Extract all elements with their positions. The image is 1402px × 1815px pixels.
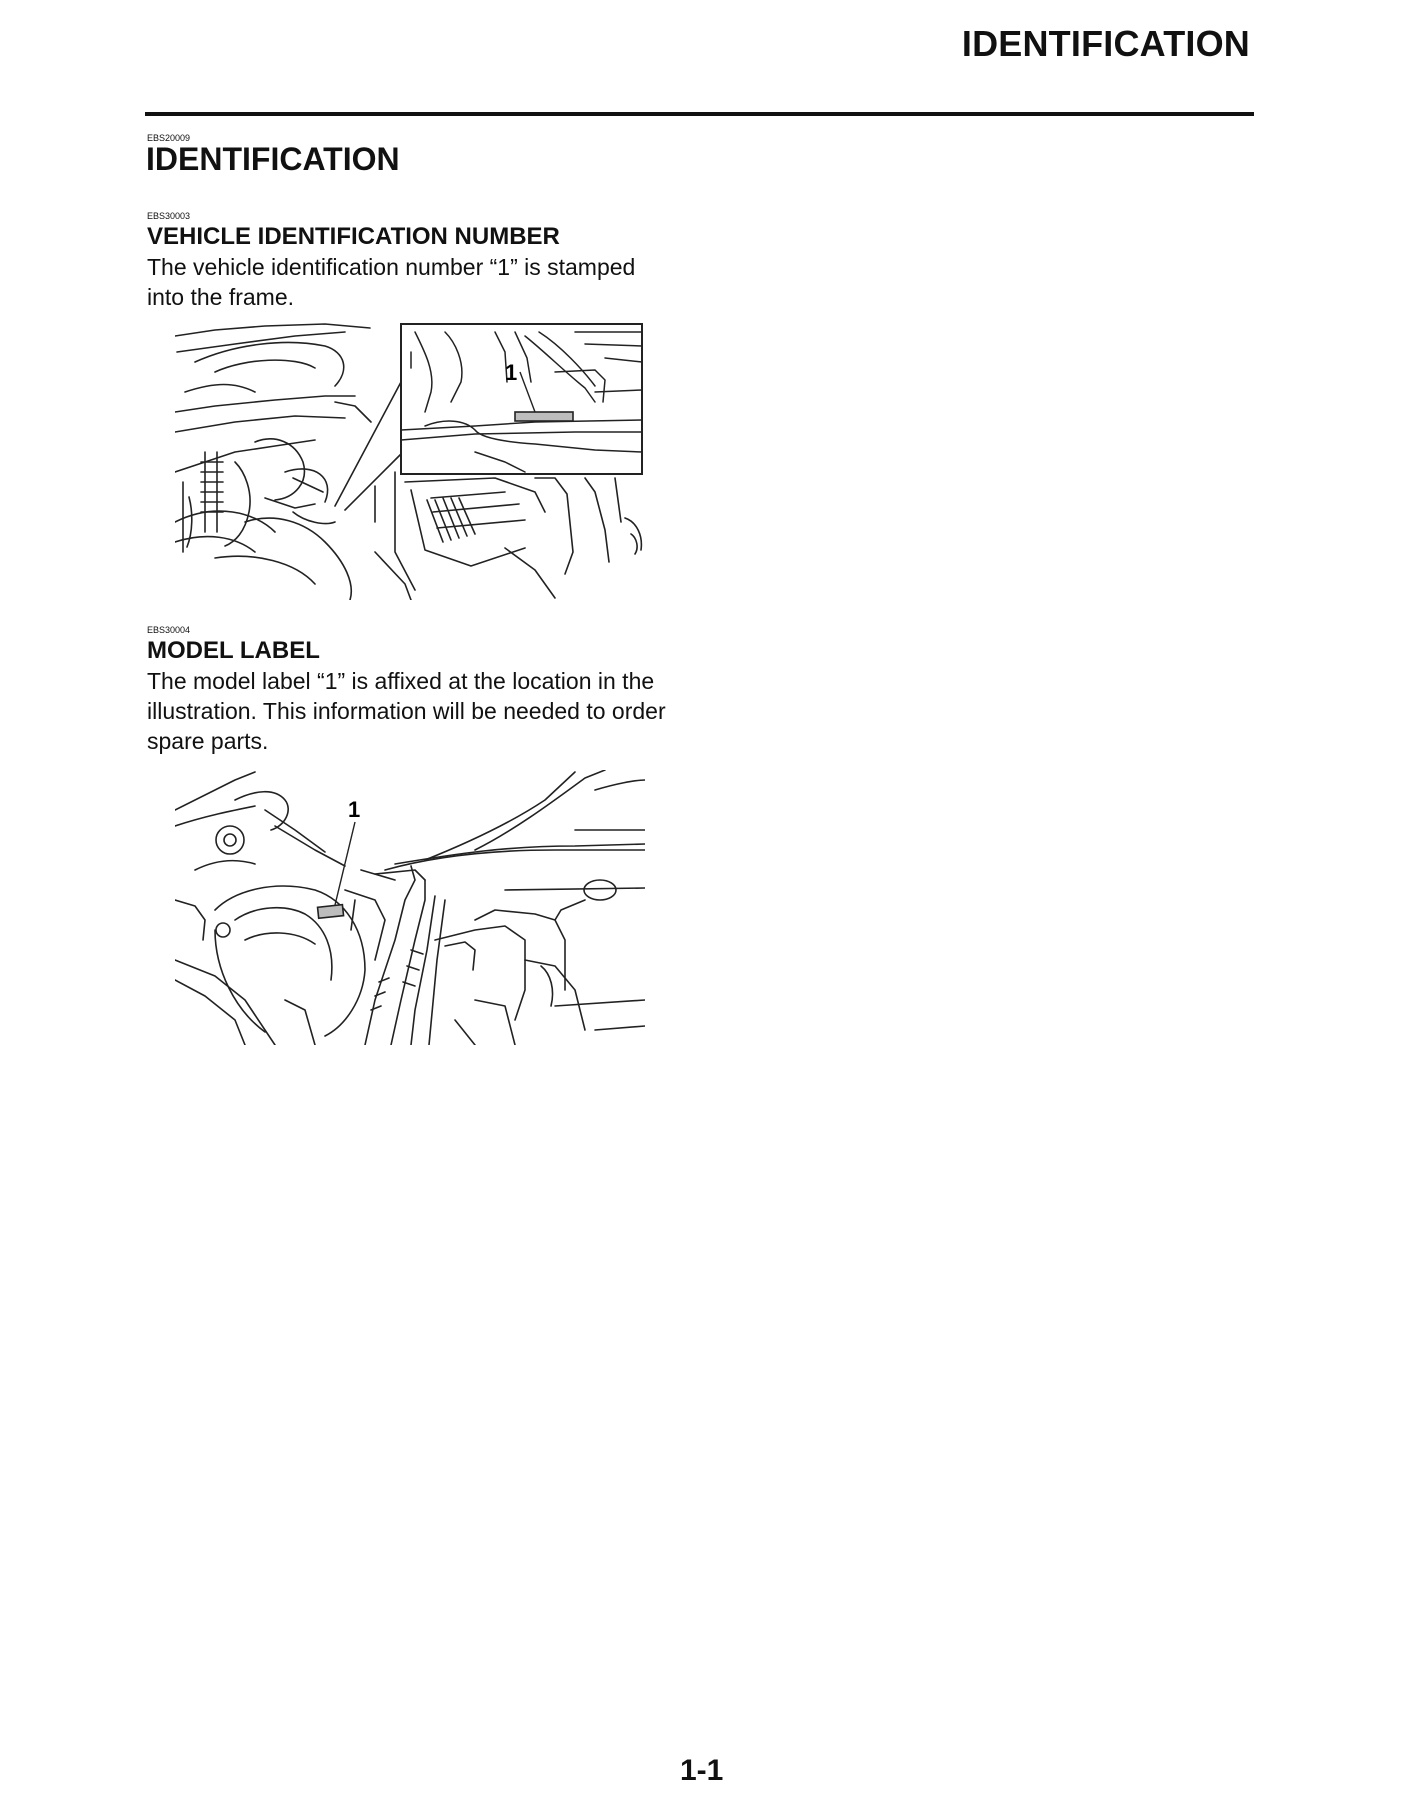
section-code: EBS20009 [147,133,191,143]
vin-body: The vehicle identification number “1” is stamped into the frame. [147,254,636,310]
section-title: IDENTIFICATION [146,141,400,177]
model-label-callout-number: 1 [348,797,361,822]
header-divider [145,112,1254,116]
model-label-heading: MODEL LABEL [147,637,320,664]
page-header-title: IDENTIFICATION [961,23,1250,64]
model-label-illustration [175,770,645,1045]
model-label-code: EBS30004 [147,625,191,635]
vin-heading: VEHICLE IDENTIFICATION NUMBER [147,223,560,250]
model-label-body: The model label “1” is affixed at the location in the illustration. This information will be needed to order spare parts. [147,668,666,754]
vin-illustration [175,322,645,600]
page-number: 1-1 [680,1754,724,1787]
vin-callout-number: 1 [505,360,518,385]
vin-code: EBS30003 [147,211,191,221]
